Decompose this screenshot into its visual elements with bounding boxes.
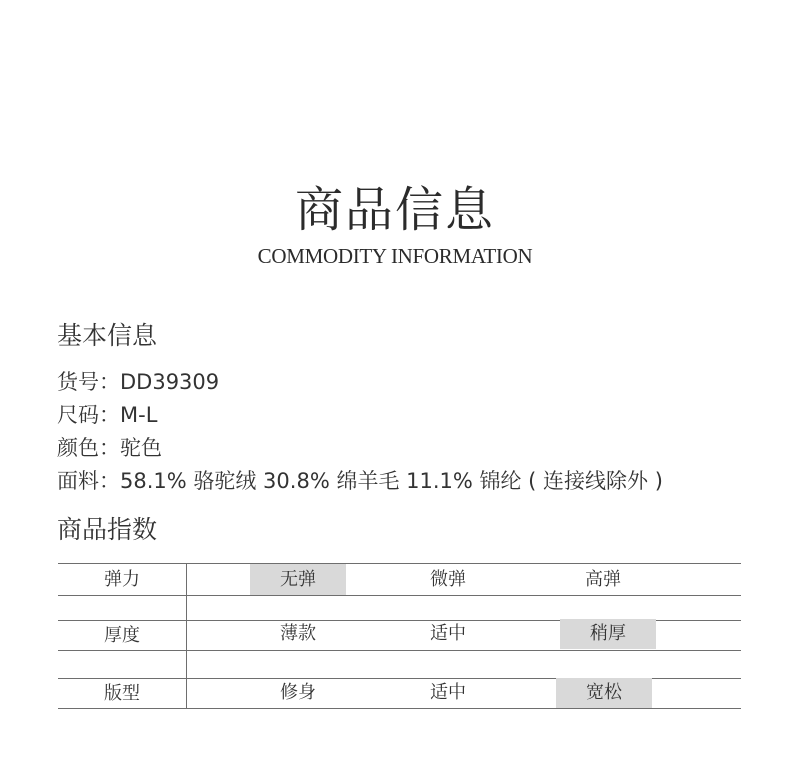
index-option-thickness-medium: 适中 [430, 623, 466, 644]
index-option-elasticity-none: 无弹 [250, 564, 346, 595]
product-index-table [58, 563, 741, 709]
table-rule [58, 650, 741, 651]
page-subtitle: COMMODITY INFORMATION [257, 244, 533, 268]
index-option-elasticity-slight: 微弹 [430, 569, 466, 590]
index-option-fit-regular: 适中 [430, 682, 466, 703]
table-divider [186, 563, 187, 709]
index-label-elasticity: 弹力 [104, 569, 140, 590]
page-title: 商品信息 [294, 182, 495, 238]
info-row-size: 尺码：M-L [57, 403, 158, 427]
index-option-elasticity-high: 高弹 [585, 569, 621, 590]
index-label-thickness: 厚度 [104, 625, 140, 646]
table-rule [58, 595, 741, 596]
basic-info-list [57, 366, 663, 498]
index-option-thickness-thin: 薄款 [280, 623, 316, 644]
basic-info-heading: 基本信息 [57, 321, 158, 350]
table-rule [58, 708, 741, 709]
index-option-fit-loose: 宽松 [556, 678, 652, 708]
info-row-fabric: 面料：58.1% 骆驼绒 30.8% 绵羊毛 11.1% 锦纶 ( 连接线除外 ) [57, 469, 663, 493]
index-option-thickness-thick: 稍厚 [560, 619, 656, 649]
index-label-fit: 版型 [104, 683, 140, 704]
index-option-fit-slim: 修身 [280, 682, 316, 703]
info-row-color: 颜色：驼色 [57, 436, 162, 460]
info-row-item-number: 货号：DD39309 [57, 370, 220, 394]
product-index-heading: 商品指数 [57, 515, 158, 544]
